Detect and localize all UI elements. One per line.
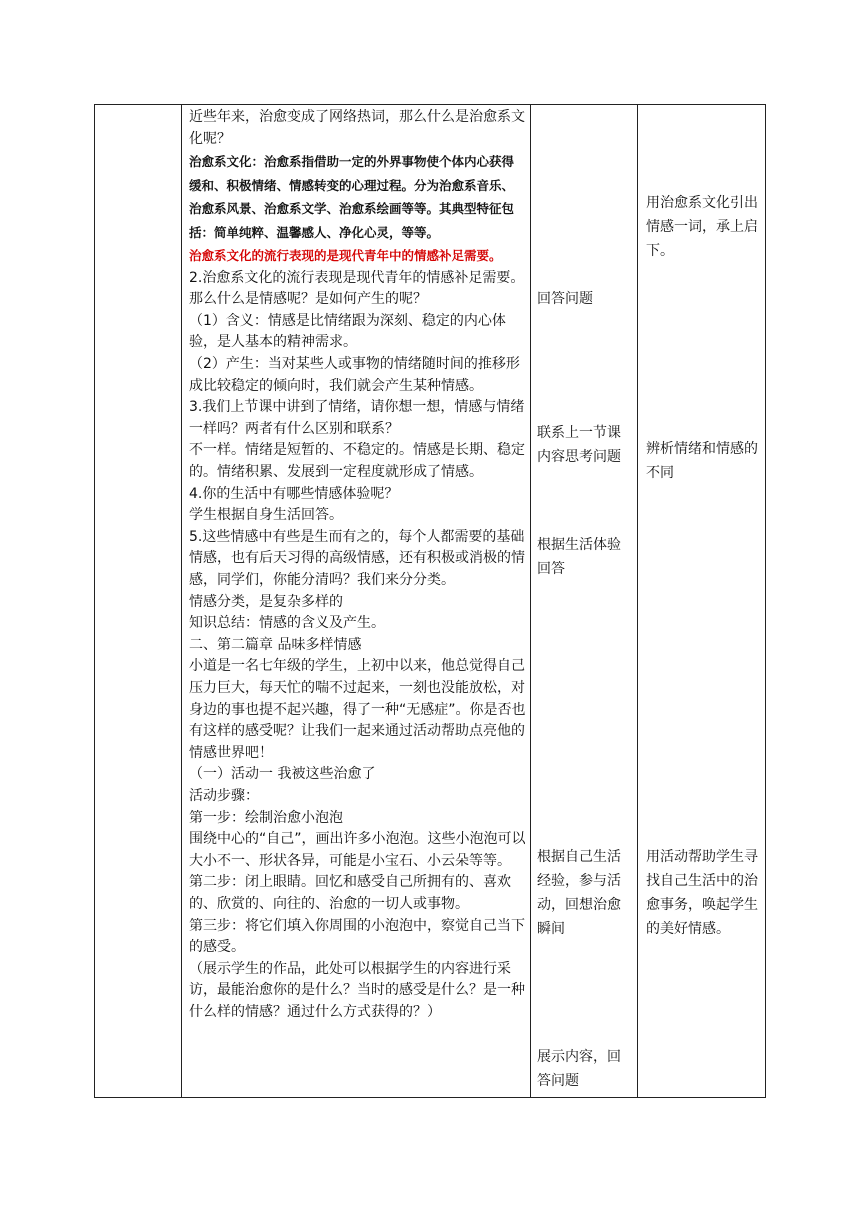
content-paragraph: 3.我们上节课中讲到了情绪，请你想一想，情感与情绪一样吗？两者有什么区别和联系？: [189, 399, 525, 437]
activity-heading: （一）活动一 我被这些治愈了: [189, 766, 376, 783]
content-paragraph: （展示学生的作品，此处可以根据学生的内容进行采访，最能治愈你的是什么？当时的感受是什么？是一种什么样的情感？通过什么方式获得的？）: [189, 960, 525, 1020]
student-activity-note: 联系上一节课内容思考问题: [537, 425, 621, 465]
student-activity-note: 回答问题: [537, 291, 593, 307]
content-paragraph: 第二步：闭上眼睛。回忆和感受自己所拥有的、喜欢的、欣赏的、向往的、治愈的一切人或事物。: [189, 874, 511, 912]
content-paragraph: 4.你的生活中有哪些情感体验呢？: [189, 485, 399, 502]
highlight-paragraph: 治愈系文化的流行表现的是现代青年中的情感补足需要。: [189, 248, 502, 264]
design-intent-note: 用治愈系文化引出情感一词，承上启下。: [646, 195, 758, 259]
section-heading: 二、第二篇章 品味多样情感: [189, 636, 362, 653]
content-paragraph: 2.治愈系文化的流行表现是现代青年的情感补足需要。那么什么是情感呢？是如何产生的呢？: [189, 269, 525, 308]
content-paragraph: （2）产生：当对某些人或事物的情绪随时间的推移形成比较稳定的倾向时，我们就会产生某种情感。: [189, 356, 520, 394]
content-paragraph: 学生根据自身生活回答。: [189, 507, 343, 524]
content-paragraph: （1）含义：情感是比情绪跟为深刻、稳定的内心体验，是人基本的精神需求。: [189, 312, 506, 351]
content-paragraph: 第一步：绘制治愈小泡泡: [189, 809, 343, 826]
student-activity-column: [531, 105, 637, 1097]
design-intent-column: [638, 105, 766, 1097]
content-paragraph: 活动步骤：: [189, 787, 259, 804]
teaching-content-column: [182, 105, 530, 1023]
student-activity-note: 根据自己生活经验，参与活动，回想治愈瞬间: [537, 849, 621, 937]
definition-paragraph: 治愈系文化：治愈系指借助一定的外界事物使个体内心获得缓和、积极情绪、情感转变的心理过程。分为治愈系音乐、治愈系风景、治愈系文学、治愈系绘画等等。其典型特征包括：简单纯粹、温馨感人、净化心灵，等等。: [189, 154, 515, 240]
content-paragraph: 小道是一名七年级的学生，上初中以来，他总觉得自己压力巨大，每天忙的喘不过起来，一刻也没能放松，对身边的事也提不起兴趣，得了一种“无感症”。你是否也有这样的感受呢？让我们一起来通过活动帮助点亮他的情感世界吧！: [189, 658, 526, 761]
design-intent-note: 辨析情绪和情感的不同: [646, 441, 758, 481]
student-activity-note: 根据生活体验回答: [537, 537, 621, 577]
student-activity-note: 展示内容，回答问题: [537, 1049, 621, 1089]
content-paragraph: 情感分类，是复杂多样的: [189, 593, 343, 610]
lesson-plan-table: [94, 104, 766, 1098]
content-paragraph: 知识总结：情感的含义及产生。: [189, 615, 385, 632]
design-intent-note: 用活动帮助学生寻找自己生活中的治愈事务，唤起学生的美好情感。: [646, 849, 758, 937]
content-paragraph: 近些年来，治愈变成了网络热词，那么什么是治愈系文化呢？: [189, 109, 525, 147]
content-paragraph: 5.这些情感中有些是生而有之的，每个人都需要的基础情感，也有后天习得的高级情感，还有积极或消极的情感，同学们，你能分清吗？我们来分分类。: [189, 528, 525, 588]
content-paragraph: 不一样。情绪是短暂的、不稳定的。情感是长期、稳定的。情绪积累、发展到一定程度就形成了情感。: [189, 442, 525, 481]
content-paragraph: 第三步：将它们填入你周围的小泡泡中，察觉自己当下的感受。: [189, 917, 525, 956]
content-paragraph: 围绕中心的“自己”，画出许多小泡泡。这些小泡泡可以大小不一、形状各异，可能是小宝石、小云朵等等。: [189, 831, 526, 869]
